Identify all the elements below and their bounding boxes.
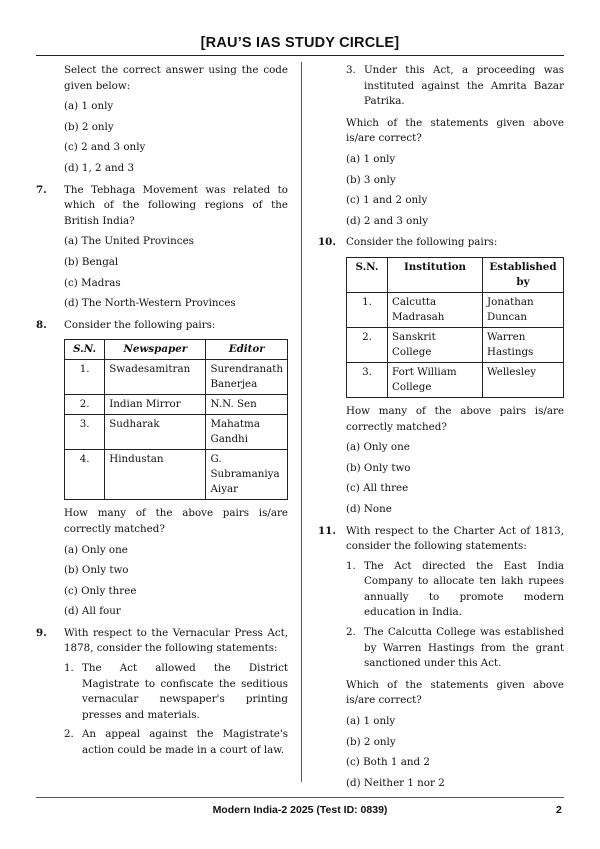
question-number: 10.	[318, 236, 336, 249]
table-cell: Sudharak	[105, 415, 206, 450]
table-cell: Surendranath Banerjea	[206, 360, 288, 395]
statement-text: The Act directed the East India Company to allocate ten lakh rupees annually to promote modern education in India.	[364, 559, 564, 619]
option-c[interactable]: (c) 2 and 3 only	[64, 141, 146, 154]
option-d[interactable]: (d) 1, 2 and 3	[64, 161, 135, 174]
table-cell: Hindustan	[105, 450, 206, 500]
question-prompt: How many of the above pairs is/are correctly matched?	[64, 507, 288, 535]
option-list	[64, 543, 288, 620]
table-row	[65, 360, 288, 395]
statement-3	[346, 63, 564, 110]
column-header: Editor	[206, 340, 288, 360]
option-list	[64, 99, 288, 176]
left-column	[36, 63, 288, 759]
statement-text: An appeal against the Magistrate's action could be made in a court of law.	[82, 728, 288, 757]
statement-number: 1.	[346, 559, 356, 572]
question-prompt: Which of the statements given above is/are correct?	[346, 116, 564, 145]
option-list	[64, 234, 288, 311]
option-c[interactable]: (c) Both 1 and 2	[346, 756, 430, 769]
table-row	[347, 292, 564, 327]
option-c[interactable]: (c) All three	[346, 482, 409, 495]
option-c[interactable]: (c) Only three	[64, 584, 137, 597]
table-cell: G. Subramaniya Aiyar	[206, 450, 288, 500]
question-text: Select the correct answer using the code given below:	[64, 64, 288, 92]
statement-text: The Act allowed the District Magistrate to confiscate the seditious vernacular newspaper's printing presses and materials.	[82, 662, 288, 721]
statement-text: Under this Act, a proceeding was instituted against the Amrita Bazar Patrika.	[364, 64, 564, 108]
pairs-table	[64, 339, 288, 500]
table-cell: 3.	[347, 362, 388, 397]
table-cell: 2.	[65, 395, 105, 415]
statement-1	[346, 559, 564, 621]
question-number: 7.	[36, 183, 47, 196]
page-footer: Modern India-2 2025 (Test ID: 0839)	[212, 804, 388, 816]
statement-2	[346, 625, 564, 672]
option-d[interactable]: (d) None	[346, 502, 392, 515]
option-b[interactable]: (b) 2 only	[346, 735, 396, 748]
column-header: S.N.	[347, 257, 388, 292]
column-header: Established by	[483, 257, 564, 292]
option-c[interactable]: (c) Madras	[64, 276, 121, 289]
column-header: S.N.	[65, 340, 105, 360]
carry-over-question-9	[318, 63, 564, 229]
carry-over-question	[36, 63, 288, 177]
option-list	[346, 152, 564, 229]
option-b[interactable]: (b) 3 only	[346, 173, 396, 186]
column-header: Institution	[388, 257, 483, 292]
option-list	[346, 440, 564, 517]
question-10	[318, 235, 564, 517]
footer-rule	[36, 797, 564, 798]
question-text: The Tebhaga Movement was related to which of the following regions of the British India?	[64, 183, 288, 227]
table-row	[65, 450, 288, 500]
option-d[interactable]: (d) 2 and 3 only	[346, 214, 429, 227]
question-text: Consider the following pairs:	[346, 236, 498, 249]
question-7	[36, 183, 288, 312]
option-b[interactable]: (b) Only two	[346, 461, 411, 474]
table-cell: Indian Mirror	[105, 395, 206, 415]
option-d[interactable]: (d) The North-Western Provinces	[64, 297, 236, 310]
option-a[interactable]: (a) The United Provinces	[64, 235, 194, 248]
statement-text: The Calcutta College was established by Warren Hastings from the grant sanctioned under this Act.	[364, 626, 564, 670]
table-header-row	[347, 257, 564, 292]
table-cell: Warren Hastings	[483, 327, 564, 362]
table-cell: 2.	[347, 327, 388, 362]
table-row	[347, 327, 564, 362]
statement-number: 1.	[64, 662, 74, 675]
option-a[interactable]: (a) 1 only	[346, 715, 396, 728]
question-prompt: Which of the statements given above is/are correct?	[346, 678, 564, 707]
option-a[interactable]: (a) 1 only	[346, 152, 396, 165]
statement-number: 2.	[346, 626, 356, 639]
question-9	[36, 626, 288, 759]
statement-number: 3.	[346, 64, 356, 76]
question-number: 11.	[318, 524, 336, 537]
table-row	[65, 395, 288, 415]
pairs-table	[346, 257, 564, 398]
question-number: 8.	[36, 318, 47, 331]
page-number: 2	[556, 804, 562, 816]
question-8	[36, 318, 288, 620]
column-header: Newspaper	[105, 340, 206, 360]
question-text: With respect to the Vernacular Press Act, 1878, consider the following statements:	[64, 626, 288, 655]
right-column	[318, 63, 564, 791]
option-c[interactable]: (c) 1 and 2 only	[346, 194, 428, 207]
question-11	[318, 524, 564, 792]
table-cell: Swadesamitran	[105, 360, 206, 395]
option-a[interactable]: (a) 1 only	[64, 100, 114, 113]
table-row	[65, 415, 288, 450]
option-d[interactable]: (d) Neither 1 nor 2	[346, 776, 445, 789]
table-cell: Wellesley	[483, 362, 564, 397]
option-d[interactable]: (d) All four	[64, 605, 121, 618]
page-header: [RAU’S IAS STUDY CIRCLE]	[200, 35, 400, 51]
option-b[interactable]: (b) Bengal	[64, 255, 119, 268]
question-number: 9.	[36, 626, 47, 639]
column-divider	[301, 62, 302, 782]
header-rule	[36, 55, 564, 56]
table-row	[347, 362, 564, 397]
table-cell: 1.	[347, 292, 388, 327]
table-cell: Sanskrit College	[388, 327, 483, 362]
table-cell: Calcutta Madrasah	[388, 292, 483, 327]
table-cell: 1.	[65, 360, 105, 395]
table-cell: Jonathan Duncan	[483, 292, 564, 327]
table-header-row	[65, 340, 288, 360]
table-cell: 4.	[65, 450, 105, 500]
question-text: Consider the following pairs:	[64, 318, 216, 331]
question-prompt: How many of the above pairs is/are correctly matched?	[346, 404, 564, 433]
option-a[interactable]: (a) Only one	[64, 543, 128, 556]
table-cell: N.N. Sen	[206, 395, 288, 415]
option-b[interactable]: (b) 2 only	[64, 120, 114, 133]
option-list	[346, 714, 564, 791]
table-cell: 3.	[65, 415, 105, 450]
statement-1	[64, 661, 288, 723]
option-b[interactable]: (b) Only two	[64, 564, 129, 577]
statement-2	[64, 727, 288, 758]
table-cell: Mahatma Gandhi	[206, 415, 288, 450]
option-a[interactable]: (a) Only one	[346, 441, 410, 454]
statement-number: 2.	[64, 728, 74, 741]
table-cell: Fort William College	[388, 362, 483, 397]
question-text: With respect to the Charter Act of 1813, consider the following statements:	[346, 524, 564, 553]
